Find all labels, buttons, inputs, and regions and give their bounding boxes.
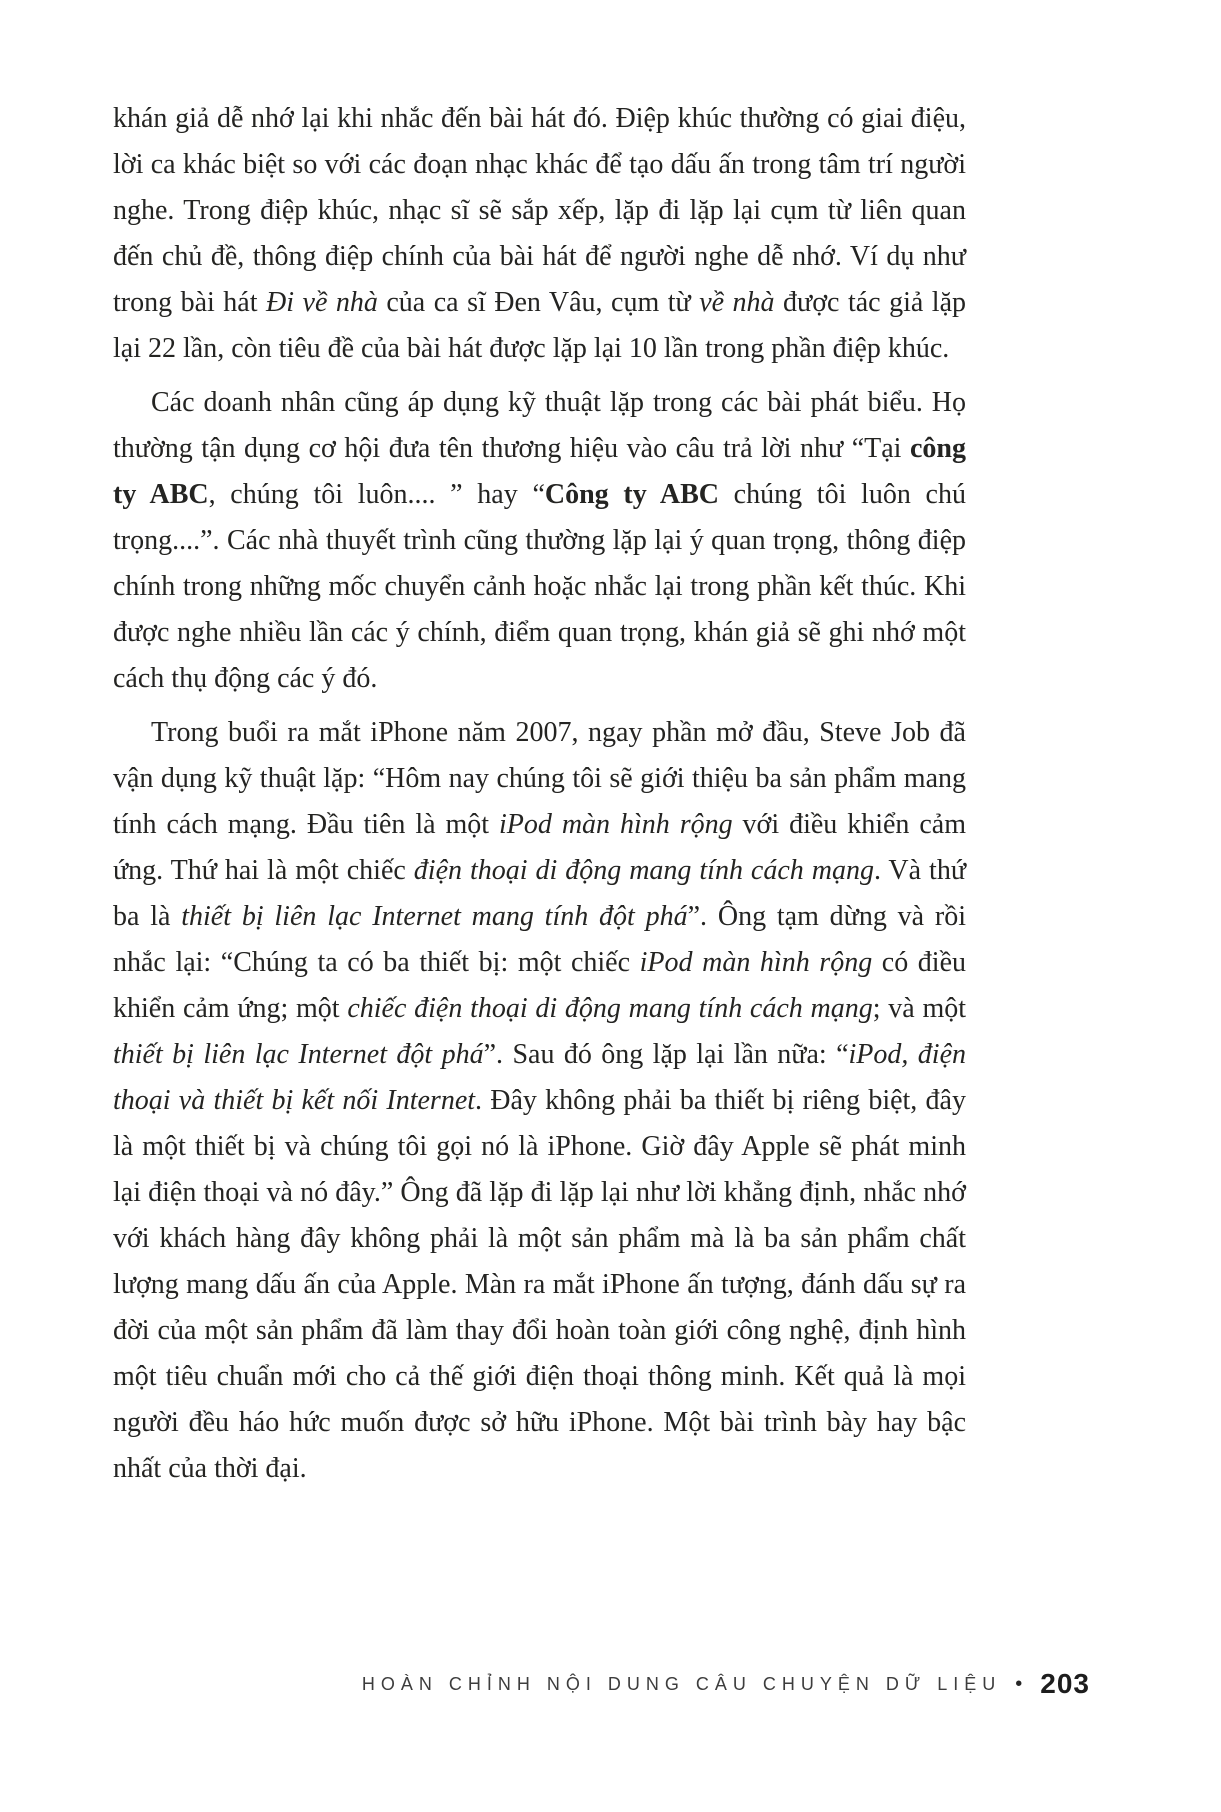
text-run: Trong buổi ra mắt iPhone năm 2007, ngay phần mở đầu, Steve Job đã vận dụng kỹ thuật lặp: “Hôm nay chúng tôi sẽ giới thiệu ba sản phẩm mang tính cách mạng. Đầu tiên là một <box>113 717 966 840</box>
text-run: , chúng tôi luôn.... ” hay “ <box>208 479 545 510</box>
italic-run: iPod màn hình rộng <box>499 809 733 840</box>
body-text <box>113 96 966 1500</box>
bold-run: công ty ABC <box>113 433 966 510</box>
italic-run: iPod màn hình rộng <box>639 947 873 978</box>
text-run: Các doanh nhân cũng áp dụng kỹ thuật lặp trong các bài phát biểu. Họ thường tận dụng cơ hội đưa tên thương hiệu vào câu trả lời như “Tại <box>113 387 966 464</box>
italic-run: về nhà <box>699 287 775 318</box>
italic-run: thiết bị liên lạc Internet mang tính đột phá <box>181 901 688 932</box>
text-run: ”. Ông tạm dừng và rồi nhắc lại: “Chúng ta có ba thiết bị: một chiếc <box>113 901 966 978</box>
paragraph <box>113 380 966 702</box>
italic-run: điện thoại di động mang tính cách mạng <box>413 855 874 886</box>
text-run: . Và thứ ba là <box>113 855 966 932</box>
text-run: khán giả dễ nhớ lại khi nhắc đến bài hát đó. Điệp khúc thường có giai điệu, lời ca khác biệt so với các đoạn nhạc khác để tạo dấu ấn trong tâm trí người nghe. Trong điệp khúc, nhạc sĩ sẽ sắp xếp, lặp đi lặp lại cụm từ liên quan đến chủ đề, thông điệp chính của bài hát để người nghe dễ nhớ. Ví dụ như trong bài hát <box>113 103 966 318</box>
italic-run: Đi về nhà <box>266 287 378 318</box>
text-run: ”. Sau đó ông lặp lại lần nữa: “ <box>483 1039 849 1070</box>
text-run: ; và một <box>872 993 967 1024</box>
page-footer <box>362 1668 1090 1700</box>
paragraph <box>113 710 966 1492</box>
footer-bullet-icon: • <box>1015 1673 1023 1695</box>
italic-run: thiết bị liên lạc Internet đột phá <box>113 1039 484 1070</box>
text-run: của ca sĩ Đen Vâu, cụm từ <box>377 287 700 318</box>
italic-run: chiếc điện thoại di động mang tính cách mạng <box>347 993 873 1024</box>
text-run: chúng tôi luôn chú trọng....”. Các nhà thuyết trình cũng thường lặp lại ý quan trọng, thông điệp chính trong những mốc chuyển cảnh hoặc nhắc lại trong phần kết thúc. Khi được nghe nhiều lần các ý chính, điểm quan trọng, khán giả sẽ ghi nhớ một cách thụ động các ý đó. <box>113 479 966 694</box>
italic-run: iPod, điện thoại và thiết bị kết nối Internet <box>113 1039 967 1116</box>
paragraph <box>113 96 966 372</box>
text-run: với điều khiển cảm ứng. Thứ hai là một chiếc <box>113 809 966 886</box>
bold-run: Công ty ABC <box>544 479 719 510</box>
text-run: được tác giả lặp lại 22 lần, còn tiêu đề của bài hát được lặp lại 10 lần trong phần điệp khúc. <box>113 287 966 364</box>
page-number: 203 <box>1040 1668 1090 1699</box>
text-run: có điều khiển cảm ứng; một <box>113 947 967 1024</box>
text-run: . Đây không phải ba thiết bị riêng biệt, đây là một thiết bị và chúng tôi gọi nó là iPhone. Giờ đây Apple sẽ phát minh lại điện thoại và nó đây.” Ông đã lặp đi lặp lại như lời khẳng định, nhắc nhớ với khách hàng đây không phải là một sản phẩm mà là ba sản phẩm chất lượng mang dấu ấn của Apple. Màn ra mắt iPhone ấn tượng, đánh dấu sự ra đời của một sản phẩm đã làm thay đổi hoàn toàn giới công nghệ, định hình một tiêu chuẩn mới cho cả thế giới điện thoại thông minh. Kết quả là mọi người đều háo hức muốn được sở hữu iPhone. Một bài trình bày hay bậc nhất của thời đại. <box>113 1085 966 1484</box>
running-head: HOÀN CHỈNH NỘI DUNG CÂU CHUYỆN DỮ LIỆU <box>361 1673 1002 1694</box>
